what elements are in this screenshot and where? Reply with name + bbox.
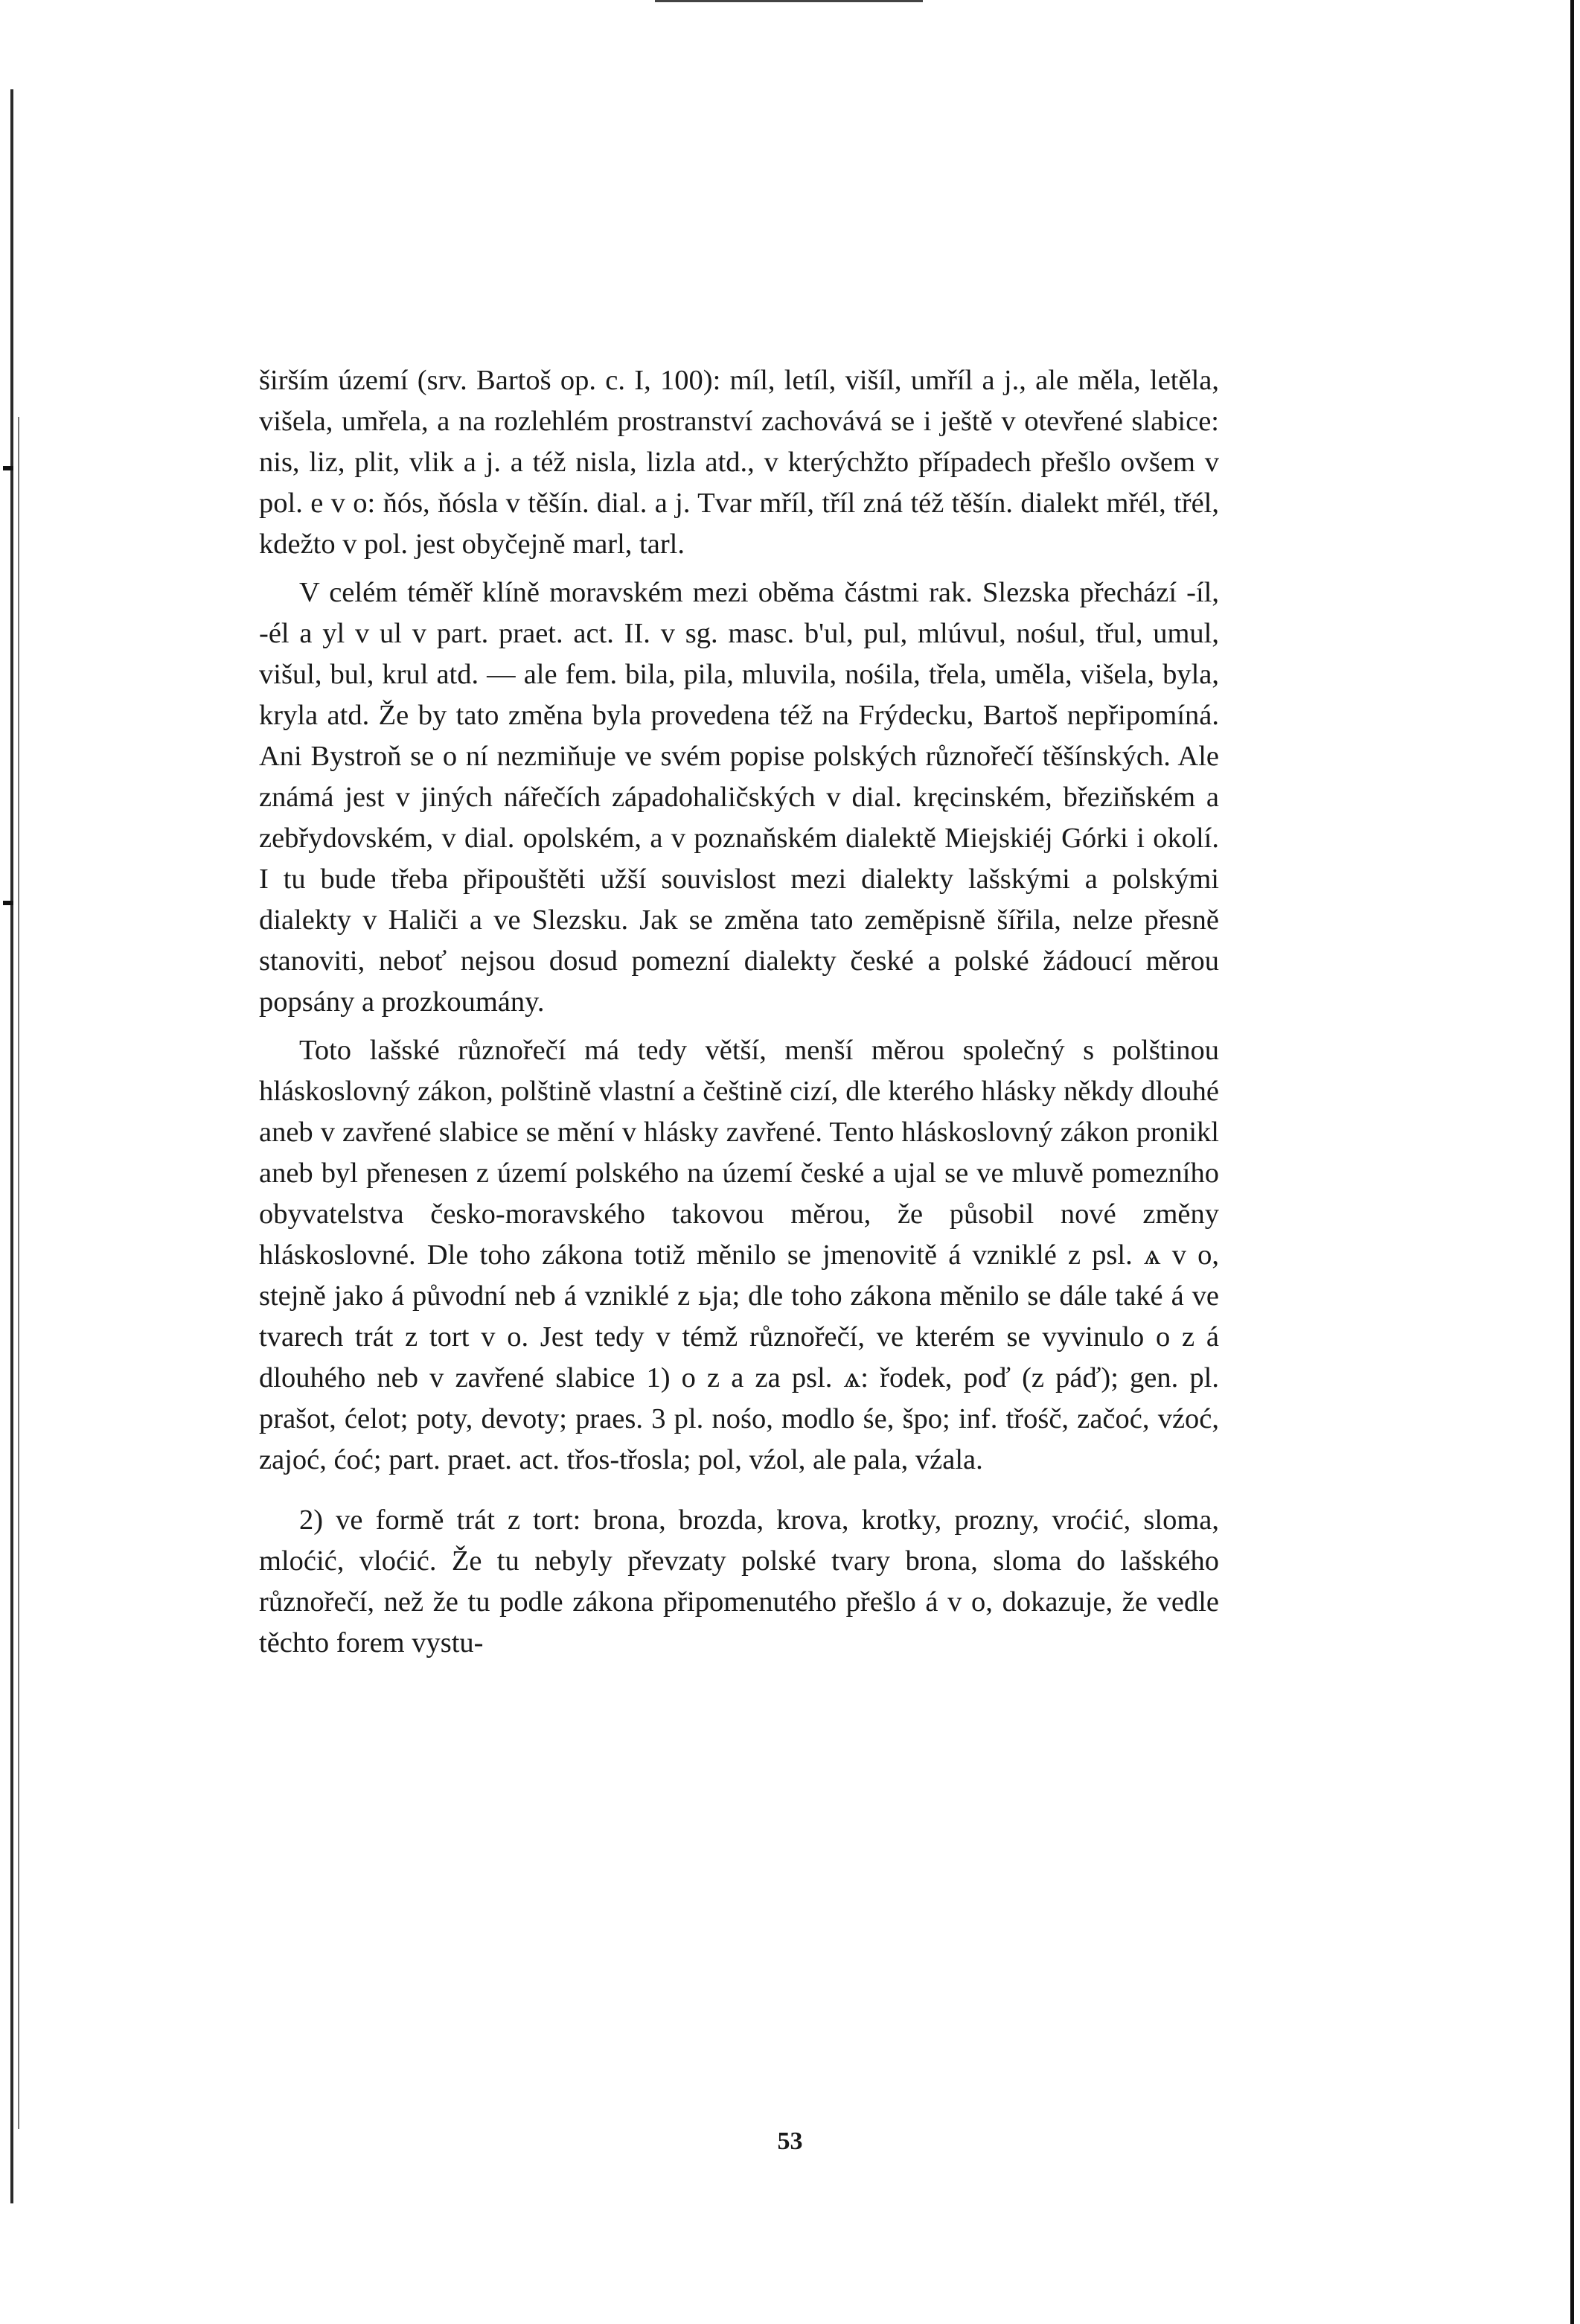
paragraph-trat-tort: 2) ve formě trát z tort: brona, brozda, krova, krotky, prozny, vroćić, sloma, mloćić, vloćić. Že tu nebyly převzaty polské tvary brona, sloma do lašského různořečí, než že tu podle zákona připomenutého přešlo á v o, dokazuje, že vedle těchto forem vystu- xyxy=(259,1504,1219,1659)
binding-mark xyxy=(3,901,13,905)
page-number: 53 xyxy=(777,2127,803,2155)
paragraph-phonetic-law: Toto lašské různořečí má tedy větší, menší měrou společný s polštinou hláskoslovný zákon, polštině vlastní a češtině cizí, dle kterého hlásky někdy dlouhé aneb v zavřené slabice se mění v hlásky zavřené. Tento hláskoslovný zákon pronikl aneb byl přenesen z území polského na území české a ujal se ve mluvě pomezního obyvatelstva česko-moravského takovou měrou, že působil nové změny hláskoslovné. Dle toho zákona totiž měnilo se jmenovitě á vzniklé z psl. ѧ v o, stejně jako á původní neb á vzniklé z ьja; dle toho zákona měnilo se dále také á ve tvarech trát z tort v o. Jest tedy v témž různořečí, ve kterém se vyvinulo o z á dlouhého neb v zavřené slabice 1) o z a za psl. ѧ: řodek, poď (z páď); gen. pl. prašot, ćelot; poty, devoty; praes. 3 pl. nośo, modlo śe, špo; inf. třośč, začoć, vźoć, zajoć, ćoć; part. praet. act. třos-třosla; pol, vźol, ale pala, vźala. xyxy=(259,1035,1219,1475)
binding-mark xyxy=(3,466,13,470)
paragraph-continuation: širším území (srv. Bartoš op. c. I, 100): míl, letíl, višíl, umříl a j., ale měla, letěla, višela, umřela, a na rozlehlém prostranství zachovává se i ještě v otevřené slabice: nis, liz, plit, vlik a j. a též nisla, lizla atd., v kterýchžto případech přešlo ovšem v pol. e v o: ňós, ňósla v těšín. dial. a j. Tvar mříl, tříl zná též těšín. dialekt mřél, třél, kdežto v pol. jest obyčejně marl, tarl. xyxy=(259,365,1219,560)
page-right-edge xyxy=(1570,0,1574,2324)
page-body xyxy=(259,360,1219,1664)
binding-edge-line xyxy=(18,417,19,2129)
paragraph-moravian-wedge: V celém téměř klíně moravském mezi oběma částmi rak. Slezska přechází -íl, -él a yl v ul v part. praet. act. II. v sg. masc. b'ul, pul, mlúvul, nośul, třul, umul, višul, bul, krul atd. — ale fem. bila, pila, mluvila, nośila, třela, uměla, višela, byla, kryla atd. Že by tato změna byla provedena též na Frýdecku, Bartoš nepřipomíná. Ani Bystroň se o ní nezmiňuje ve svém popise polských různořečí těšínských. Ale známá jest v jiných nářečích západohaličských v dial. kręcinském, březiňském a zebřydovském, v dial. opolském, a v poznaňském dialektě Miejskiéj Górki i okolí. I tu bude třeba připouštěti užší souvislost mezi dialekty lašskými a polskými dialekty v Haliči a ve Slezsku. Jak se změna tato zeměpisně šířila, nelze přesně stanoviti, neboť nejsou dosud pomezní dialekty české a polské žádoucí měrou popsány a prozkoumány. xyxy=(259,577,1219,1018)
binding-edge-shadow xyxy=(10,89,13,2203)
page-top-edge xyxy=(655,0,923,2)
